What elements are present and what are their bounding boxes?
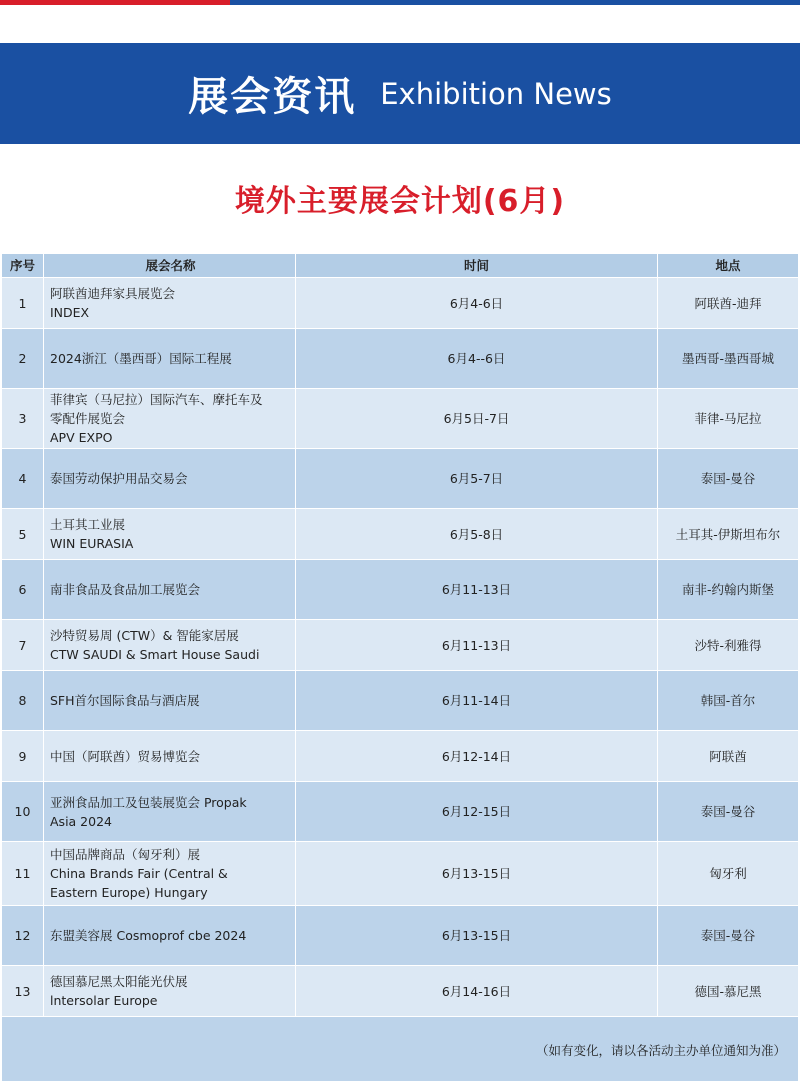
exhibition-name (44, 329, 296, 388)
exhibition-place: 阿联酋-迪拜 (694, 295, 762, 311)
exhibition-time: 6月5-7日 (296, 449, 658, 508)
table-row (2, 278, 798, 329)
exhibition-time: 6月13-15日 (296, 842, 658, 905)
exhibition-place: 南非-约翰内斯堡 (681, 582, 774, 597)
column-header-time: 时间 (296, 254, 658, 277)
exhibition-name-line: 阿联酋迪拜家具展览会 (50, 286, 176, 301)
exhibition-name-line: WIN EURASIA (50, 536, 134, 551)
exhibition-time: 6月11-14日 (296, 671, 658, 730)
table-row (2, 782, 798, 842)
exhibition-name-line: 2024浙江（墨西哥）国际工程展 (50, 351, 232, 366)
banner-title-cn: 展会资讯 (188, 74, 357, 120)
exhibition-name (44, 731, 296, 781)
table-body (2, 278, 798, 1017)
exhibition-place: 菲律-马尼拉 (694, 411, 762, 426)
exhibition-name-line: CTW SAUDI & Smart House Saudi (50, 647, 260, 662)
table-row (2, 329, 798, 389)
exhibition-name (44, 509, 296, 559)
exhibition-name (44, 671, 296, 730)
exhibition-place: 韩国-首尔 (700, 693, 756, 708)
row-number: 5 (2, 509, 44, 559)
exhibition-name-line: 零配件展览会 (50, 411, 126, 426)
exhibition-name-line: 南非食品及食品加工展览会 (50, 582, 201, 597)
exhibition-name-line: lntersolar Europe (50, 993, 158, 1008)
exhibition-place: 土耳其-伊斯坦布尔 (675, 526, 781, 542)
exhibition-name (44, 782, 296, 841)
exhibition-time: 6月4--6日 (296, 329, 658, 388)
exhibition-name-line: 菲律宾（马尼拉）国际汽车、摩托车及 (50, 392, 263, 407)
exhibition-time: 6月12-15日 (296, 782, 658, 841)
exhibition-name (44, 620, 296, 670)
exhibition-place: 阿联酋 (709, 748, 747, 764)
table-row (2, 620, 798, 671)
exhibition-name-line: 沙特贸易周 (CTW）& 智能家居展 (50, 628, 239, 643)
table-row (2, 449, 798, 509)
row-number: 10 (2, 782, 44, 841)
exhibition-name-line: Eastern Europe) Hungary (50, 885, 208, 900)
exhibition-name-line: 德国慕尼黑太阳能光伏展 (50, 974, 188, 989)
row-number: 1 (2, 278, 44, 328)
column-header-no: 序号 (2, 254, 44, 277)
exhibition-name (44, 966, 296, 1016)
footnote: （如有变化，请以各活动主办单位通知为准） (535, 1043, 786, 1058)
table-row (2, 906, 798, 966)
table-row (2, 389, 798, 449)
exhibition-time: 6月11-13日 (296, 620, 658, 670)
exhibition-name-line: 中国（阿联酋）贸易博览会 (50, 748, 201, 764)
row-number: 4 (2, 449, 44, 508)
exhibition-name (44, 389, 296, 448)
exhibition-time: 6月5-8日 (296, 509, 658, 559)
exhibition-time: 6月5日-7日 (296, 389, 658, 448)
exhibition-place: 匈牙利 (709, 866, 747, 881)
exhibition-name (44, 449, 296, 508)
exhibition-place: 墨西哥-墨西哥城 (681, 351, 774, 366)
exhibition-name-line: 中国品牌商品（匈牙利）展 (50, 847, 201, 862)
table-row (2, 671, 798, 731)
row-number: 12 (2, 906, 44, 965)
exhibition-time: 6月14-16日 (296, 966, 658, 1016)
exhibition-name (44, 560, 296, 619)
exhibition-place: 泰国-曼谷 (700, 471, 756, 486)
exhibition-name (44, 278, 296, 328)
table-row (2, 966, 798, 1017)
banner-title-en: Exhibition News (380, 76, 612, 111)
row-number: 11 (2, 842, 44, 905)
row-number: 13 (2, 966, 44, 1016)
exhibition-name-line: China Brands Fair (Central & (50, 866, 228, 881)
exhibition-name-line: 泰国劳动保护用品交易会 (50, 471, 188, 486)
column-header-name: 展会名称 (44, 254, 296, 277)
page-subtitle: 境外主要展会计划(6月) (234, 184, 566, 219)
column-header-place: 地点 (715, 258, 741, 273)
exhibition-place: 泰国-曼谷 (700, 928, 756, 943)
row-number: 9 (2, 731, 44, 781)
exhibition-name-line: 亚洲食品加工及包装展览会 Propak (50, 794, 247, 810)
table-row (2, 560, 798, 620)
exhibition-time: 6月13-15日 (296, 906, 658, 965)
exhibition-time: 6月11-13日 (296, 560, 658, 619)
row-number: 6 (2, 560, 44, 619)
row-number: 7 (2, 620, 44, 670)
exhibition-time: 6月12-14日 (296, 731, 658, 781)
table-header-row (2, 254, 798, 278)
exhibition-name-line: APV EXPO (50, 430, 113, 445)
exhibition-place: 泰国-曼谷 (700, 804, 756, 819)
exhibition-table (2, 254, 798, 1081)
top-stripe (0, 0, 800, 5)
exhibition-time: 6月4-6日 (296, 278, 658, 328)
exhibition-name-line: INDEX (50, 305, 90, 320)
exhibition-place: 德国-慕尼黑 (694, 983, 762, 999)
exhibition-name (44, 842, 296, 905)
top-stripe-red (0, 0, 230, 5)
table-row (2, 842, 798, 906)
table-row (2, 509, 798, 560)
exhibition-place: 沙特-利雅得 (694, 637, 762, 653)
exhibition-name-line: SFH首尔国际食品与酒店展 (50, 693, 200, 708)
header-banner (0, 43, 800, 144)
exhibition-name (44, 906, 296, 965)
exhibition-name-line: Asia 2024 (50, 813, 112, 829)
exhibition-name-line: 东盟美容展 Cosmoprof cbe 2024 (50, 928, 247, 943)
row-number: 2 (2, 329, 44, 388)
row-number: 3 (2, 389, 44, 448)
table-row (2, 731, 798, 782)
row-number: 8 (2, 671, 44, 730)
exhibition-name-line: 土耳其工业展 (50, 517, 126, 532)
top-stripe-blue (230, 0, 800, 5)
